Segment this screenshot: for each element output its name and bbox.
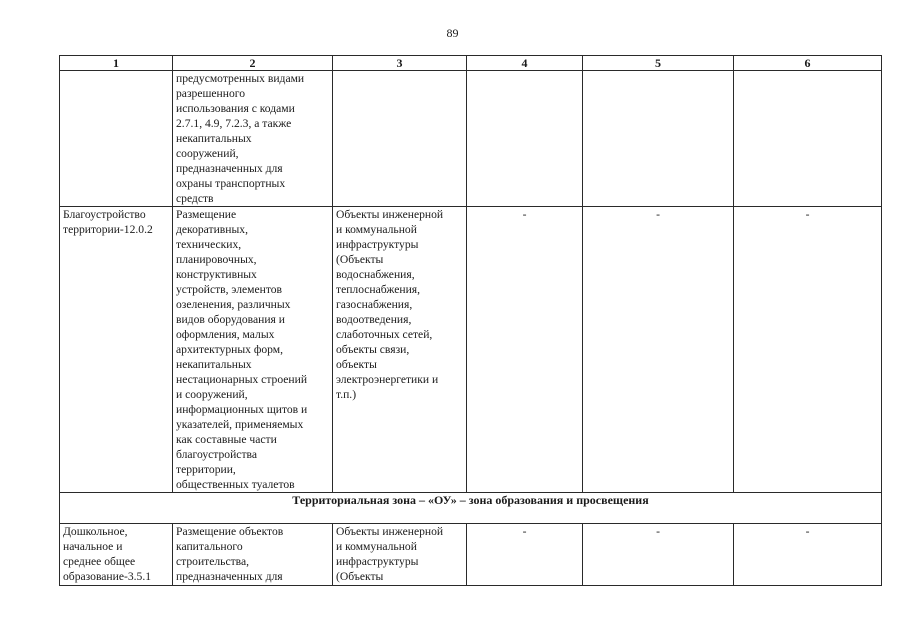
- text-line: декоративных,: [176, 223, 248, 236]
- text-line: т.п.): [336, 388, 357, 401]
- text-line: информационных щитов и: [176, 403, 308, 416]
- text-line: конструктивных: [176, 268, 257, 281]
- text-line: предназначенных для: [176, 162, 283, 175]
- text-line: строительства,: [176, 555, 250, 568]
- row2-col6: -: [734, 207, 882, 493]
- row1-col4: [467, 71, 583, 207]
- text-line: теплоснабжения,: [336, 283, 421, 296]
- text-line: разрешенного: [176, 87, 246, 100]
- text-line: слаботочных сетей,: [336, 328, 433, 341]
- text-line: Объекты инженерной: [336, 208, 444, 221]
- text-line: Размещение: [176, 208, 237, 221]
- row1-col6: [734, 71, 882, 207]
- row3-col5: -: [583, 524, 734, 586]
- page-number: 89: [446, 26, 459, 40]
- text-line: нестационарных строений: [176, 373, 308, 386]
- text-line: предусмотренных видами: [176, 72, 305, 85]
- row1-col2: [173, 71, 333, 207]
- text-line: планировочных,: [176, 253, 257, 266]
- zone-title: Территориальная зона – «ОУ» – зона образования и просвещения: [60, 493, 882, 524]
- text-line: газоснабжения,: [336, 298, 413, 311]
- text-line: водоотведения,: [336, 313, 412, 326]
- row3-col3: [333, 524, 467, 586]
- table-row: [60, 71, 882, 207]
- text-line: указателей, применяемых: [176, 418, 304, 431]
- text-line: территории,: [176, 463, 236, 476]
- text-line: и коммунальной: [336, 540, 417, 553]
- header-col-2: 2: [173, 56, 333, 71]
- row2-col1: [60, 207, 173, 493]
- row2-col2: [173, 207, 333, 493]
- text-line: предназначенных для: [176, 570, 283, 583]
- text-line: объекты: [336, 358, 377, 371]
- row1-col3: [333, 71, 467, 207]
- text-line: и сооружений,: [176, 388, 248, 401]
- text-line: технических,: [176, 238, 242, 251]
- text-line: сооружений,: [176, 147, 239, 160]
- text-line: водоснабжения,: [336, 268, 415, 281]
- text-line: электроэнергетики и: [336, 373, 439, 386]
- header-col-4: 4: [467, 56, 583, 71]
- text-line: среднее общее: [63, 555, 136, 568]
- text-line: и коммунальной: [336, 223, 417, 236]
- row3-col1: [60, 524, 173, 586]
- table-header-row: [60, 56, 882, 71]
- text-line: инфраструктуры: [336, 238, 419, 251]
- text-line: использования с кодами: [176, 102, 295, 115]
- text-line: устройств, элементов: [176, 283, 283, 296]
- table-row: [60, 207, 882, 493]
- text-line: Дошкольное,: [63, 525, 128, 538]
- text-line: как составные части: [176, 433, 277, 446]
- text-line: 2.7.1, 4.9, 7.2.3, а также: [176, 117, 292, 130]
- text-line: видов оборудования и: [176, 313, 285, 326]
- text-line: озеленения, различных: [176, 298, 291, 311]
- text-line: архитектурных форм,: [176, 343, 283, 356]
- row1-col1: [60, 71, 173, 207]
- text-line: капитального: [176, 540, 243, 553]
- header-col-1: 1: [60, 56, 173, 71]
- text-line: объекты связи,: [336, 343, 410, 356]
- text-line: средств: [176, 192, 214, 205]
- header-col-3: 3: [333, 56, 467, 71]
- header-col-5: 5: [583, 56, 734, 71]
- text-line: некапитальных: [176, 358, 252, 371]
- text-line: территории-12.0.2: [63, 223, 153, 236]
- text-line: Благоустройство: [63, 208, 146, 221]
- text-line: благоустройства: [176, 448, 257, 461]
- text-line: Объекты инженерной: [336, 525, 444, 538]
- row3-col4: -: [467, 524, 583, 586]
- text-line: охраны транспортных: [176, 177, 286, 190]
- text-line: образование-3.5.1: [63, 570, 152, 583]
- text-line: оформления, малых: [176, 328, 275, 341]
- text-line: некапитальных: [176, 132, 252, 145]
- row3-col6: -: [734, 524, 882, 586]
- text-line: общественных туалетов: [176, 478, 295, 491]
- row3-col2: [173, 524, 333, 586]
- text-line: Размещение объектов: [176, 525, 284, 538]
- text-line: (Объекты: [336, 253, 384, 266]
- row2-col4: -: [467, 207, 583, 493]
- text-line: инфраструктуры: [336, 555, 419, 568]
- text-line: (Объекты: [336, 570, 384, 583]
- zone-title-row: [60, 493, 882, 524]
- row2-col3: [333, 207, 467, 493]
- regulations-table: [59, 55, 882, 586]
- row2-col5: -: [583, 207, 734, 493]
- table-row: [60, 524, 882, 586]
- text-line: начальное и: [63, 540, 123, 553]
- row1-col5: [583, 71, 734, 207]
- header-col-6: 6: [734, 56, 882, 71]
